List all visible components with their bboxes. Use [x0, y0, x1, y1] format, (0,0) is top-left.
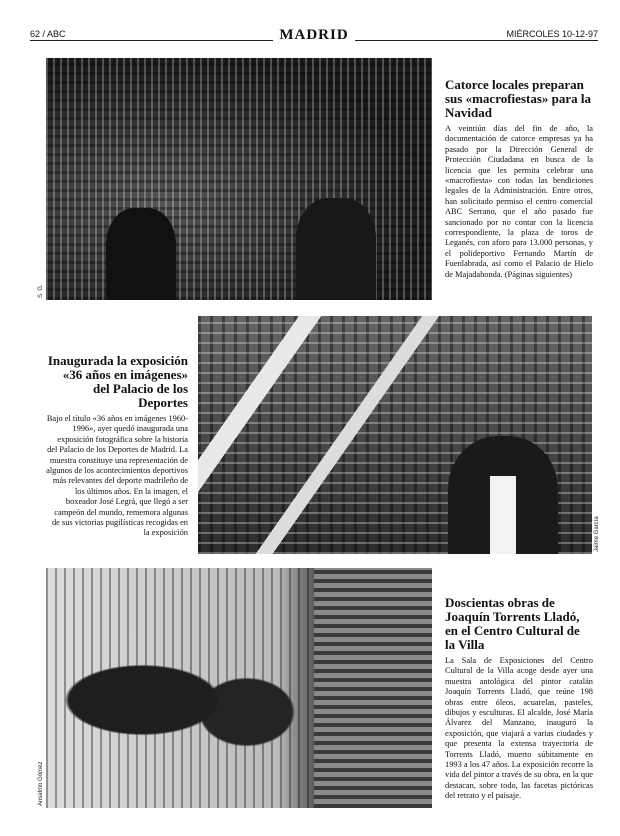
page-label: 62 / ABC	[30, 29, 72, 39]
photo-party-crowd	[46, 58, 432, 300]
article-headline: Doscientas obras de Joaquín Torrents Lladó, en el Centro Cultural de la Villa	[445, 595, 580, 652]
photo-shirt	[490, 476, 516, 554]
photo-silhouette	[106, 208, 176, 300]
photo-painting	[314, 568, 432, 808]
photo-boxer-exhibition	[198, 316, 592, 554]
photo-credit: Anselmo Gómez	[38, 761, 44, 806]
photo-silhouette	[296, 198, 376, 300]
article-body: La Sala de Exposiciones del Centro Cultural de la Villa acoge desde ayer una muestra antológica del pintor catalán Joaquín Torrents Lladó, que reúne 198 obras entre óleos, acuarelas, pasteles, dibujos y esculturas. El alcalde, José María Álvarez del Manzano, inauguró la exposición, que viajará a varias ciudades y que presenta la extensa trayectoria de Torrents Lladó, muerto súbitamente en 1993 a los 47 años. La exposición recorre la vida del pintor a través de su obra, en la que destacan, sobre todo, las facetas pictóricas del retrato y el paisaje.	[445, 656, 593, 801]
article-palacio-deportes	[46, 354, 188, 539]
photo-painter-exhibition	[46, 568, 432, 808]
photo-credit: Jaime García	[594, 516, 600, 552]
issue-date: MIÉRCOLES 10-12-97	[500, 29, 598, 39]
article-headline: Inaugurada la exposición «36 años en imágenes» del Palacio de los Deportes	[47, 353, 188, 410]
article-body: Bajo el título «36 años en imágenes 1960-1996», ayer quedó inaugurada una exposición fotográfica sobre la historia del Palacio de los Deportes de Madrid. La muestra constituye una representación de algunos de los acontecimientos deportivos más relevantes del deporte madrileño de los últimos años. En la imagen, el boxeador José Legrá, que llegó a ser campeón del mundo, rememora algunas de sus victorias pugilísticas recogidas en la exposición	[46, 414, 188, 538]
article-macrofiestas	[445, 78, 593, 280]
page-header	[30, 26, 598, 46]
photo-credit: S. G.	[38, 284, 44, 298]
article-headline: Catorce locales preparan sus «macrofiestas» para la Navidad	[445, 77, 592, 120]
article-torrents-llado	[445, 596, 593, 802]
section-title: MADRID	[273, 27, 354, 43]
article-body: A veintiún días del fin de año, la documentación de catorce empresas ya ha pasado por la Dirección General de Protección Ciudadana en busca de la licencia que les permita celebrar una «macrofiesta» con todas las bendiciones legales de la Administración. Entre otros, han solicitado permiso el centro comercial ABC Serrano, que el año pasado fue sancionado por no contar con la licencia correspondiente, la plaza de toros de Leganés, con aforo para 13.000 personas, y el polideportivo Fernando Martín de Fuenlabrada, así como el Palacio de Hielo de Majadahonda. (Páginas siguientes)	[445, 124, 593, 279]
